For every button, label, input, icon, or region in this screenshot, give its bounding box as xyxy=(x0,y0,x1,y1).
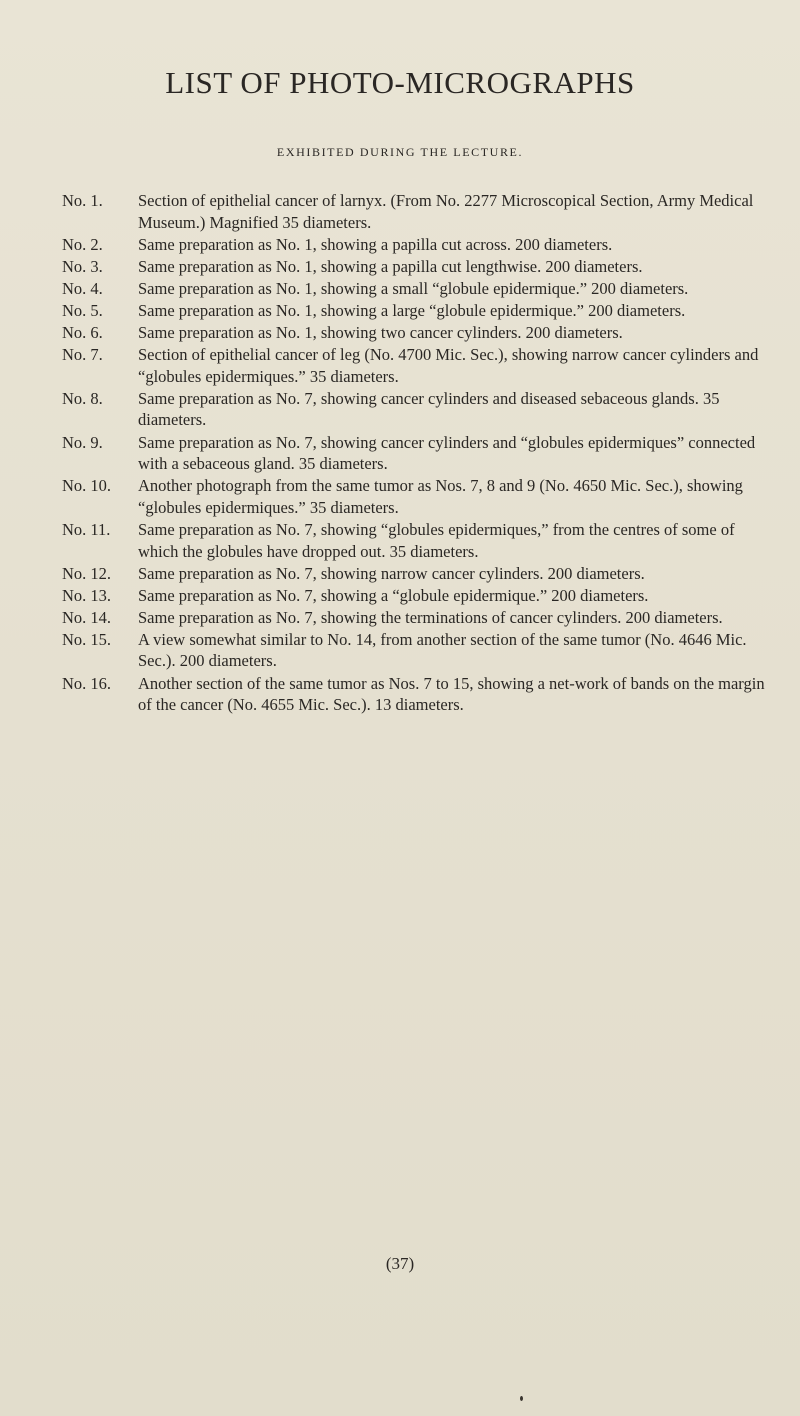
entry-number: No. 4. xyxy=(62,278,103,298)
entry-text: Same preparation as No. 7, showing narrow cancer cylinders. 200 diameters. xyxy=(138,563,645,583)
list-item xyxy=(62,234,772,256)
entry-text: Same preparation as No. 1, showing a papilla cut across. 200 diameters. xyxy=(138,234,613,254)
entry-text: Same preparation as No. 1, showing a large “globule epidermique.” 200 diameters. xyxy=(138,300,686,320)
entry-number: No. 14. xyxy=(62,607,112,627)
page-subtitle: EXHIBITED DURING THE LECTURE. xyxy=(276,145,524,159)
entry-text: Section of epithelial cancer of larnyx. (From No. 2277 Microscopical Section, Army Medical Museum.) Magnified 35 diameters. xyxy=(138,191,754,232)
entry-number: No. 9. xyxy=(62,432,103,452)
list-item xyxy=(62,388,772,431)
entry-text: Same preparation as No. 1, showing a papilla cut lengthwise. 200 diameters. xyxy=(138,256,643,276)
entry-text: Same preparation as No. 7, showing cancer cylinders and “globules epidermiques” connected with a sebaceous gland. 35 diameters. xyxy=(138,432,756,474)
entry-text: Same preparation as No. 7, showing cancer cylinders and diseased sebaceous glands. 35 diameters. xyxy=(138,388,720,430)
list-item xyxy=(62,519,772,562)
entry-number: No. 7. xyxy=(62,345,103,365)
entry-number: No. 2. xyxy=(62,234,103,254)
list-item xyxy=(62,432,772,475)
page-title: LIST OF PHOTO-MICROGRAPHS xyxy=(165,65,635,100)
page-number: (37) xyxy=(385,1254,415,1273)
entry-text: Same preparation as No. 7, showing the terminations of cancer cylinders. 200 diameters. xyxy=(138,607,723,627)
list-item xyxy=(62,344,772,387)
ink-speck xyxy=(520,1396,523,1401)
list-item xyxy=(62,629,772,672)
entry-number: No. 16. xyxy=(62,673,112,693)
list-item xyxy=(62,607,772,629)
entry-number: No. 1. xyxy=(62,191,103,210)
list-item xyxy=(62,673,772,716)
entry-text: Same preparation as No. 7, showing a “globule epidermique.” 200 diameters. xyxy=(138,585,649,605)
entry-number: No. 15. xyxy=(62,629,112,649)
entry-number: No. 13. xyxy=(62,585,112,605)
list-item xyxy=(62,563,772,585)
list-item xyxy=(62,278,772,300)
entry-number: No. 3. xyxy=(62,256,103,276)
entry-number: No. 12. xyxy=(62,563,112,583)
entry-text: Same preparation as No. 1, showing two cancer cylinders. 200 diameters. xyxy=(138,323,623,343)
entry-text: A view somewhat similar to No. 14, from another section of the same tumor (No. 4646 Mic. Sec.). 200 diameters. xyxy=(138,629,747,671)
entry-number: No. 10. xyxy=(62,476,112,496)
micrograph-list xyxy=(62,190,772,716)
entry-text: Another photograph from the same tumor as Nos. 7, 8 and 9 (No. 4650 Mic. Sec.), showing “globules epidermiques.” 35 diameters. xyxy=(138,476,743,517)
entry-text: Section of epithelial cancer of leg (No. 4700 Mic. Sec.), showing narrow cancer cylinders and “globules epidermiques.” 35 diameters. xyxy=(138,345,759,386)
list-item xyxy=(62,475,772,518)
entry-text: Same preparation as No. 7, showing “globules epidermiques,” from the centres of some of which the globules have dropped out. 35 diameters. xyxy=(138,519,735,561)
list-item xyxy=(62,322,772,344)
list-item xyxy=(62,585,772,607)
entry-text: Same preparation as No. 1, showing a small “globule epidermique.” 200 diameters. xyxy=(138,278,689,298)
list-item xyxy=(62,190,772,233)
list-item xyxy=(62,300,772,322)
entry-text: Another section of the same tumor as Nos. 7 to 15, showing a net-work of bands on the margin of the cancer (No. 4655 Mic. Sec.). 13 diameters. xyxy=(138,673,765,715)
list-item xyxy=(62,256,772,278)
entry-number: No. 6. xyxy=(62,323,103,343)
entry-number: No. 5. xyxy=(62,300,103,320)
entry-number: No. 8. xyxy=(62,388,103,408)
entry-number: No. 11. xyxy=(62,519,111,539)
